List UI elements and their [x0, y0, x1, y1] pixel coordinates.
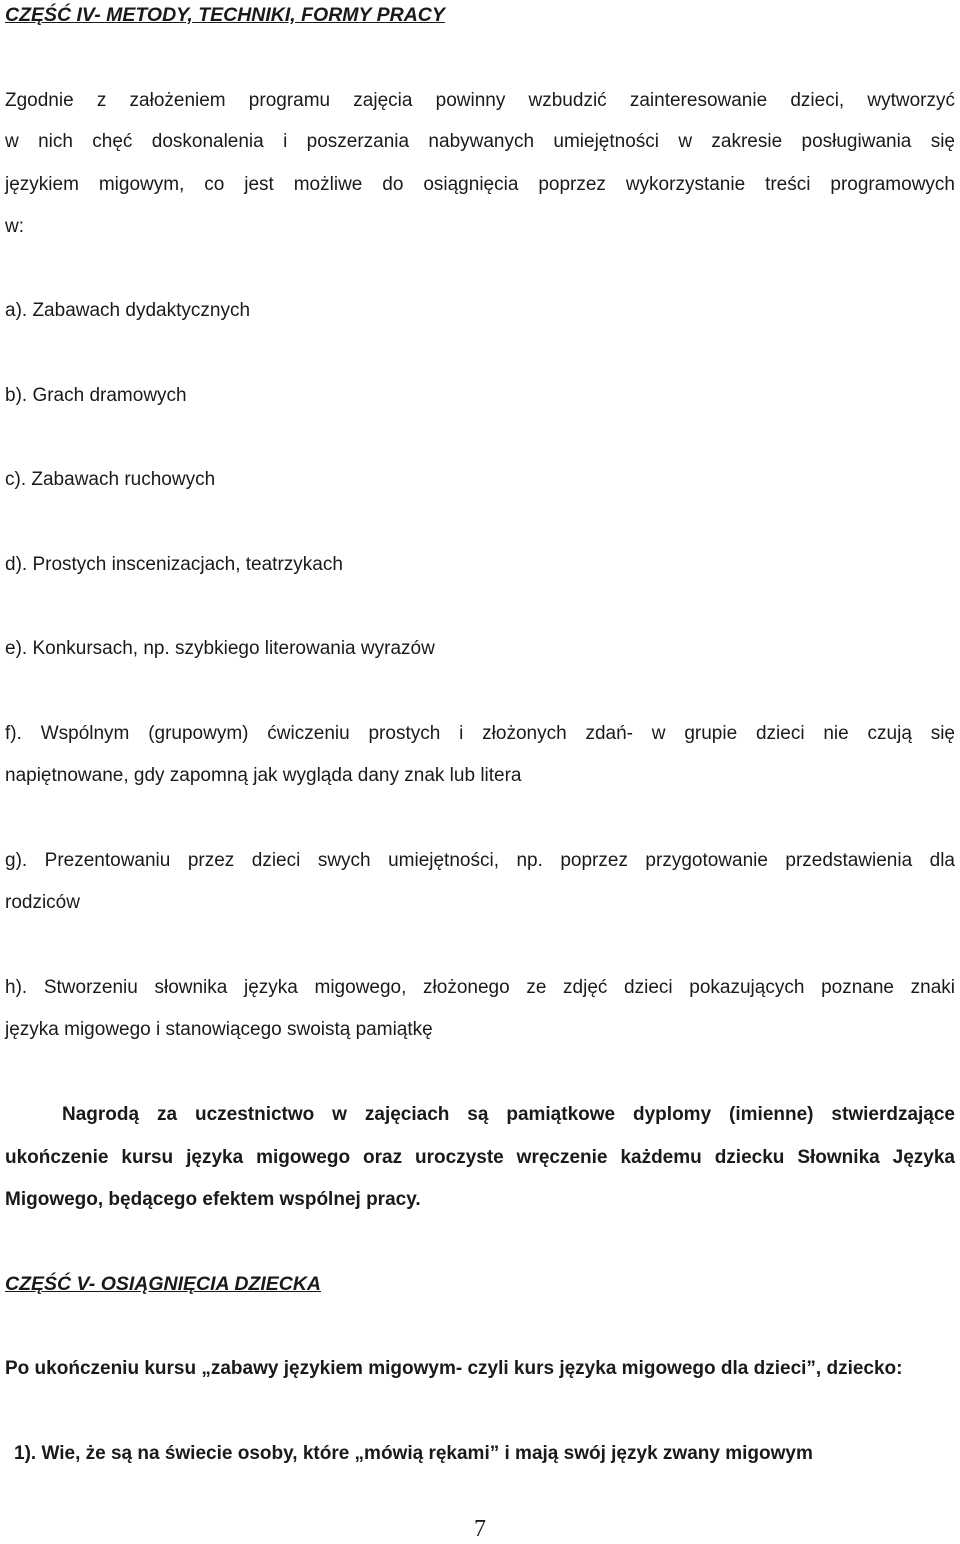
list-item-f-line-1: f). Wspólnym (grupowym) ćwiczeniu prostych i złożonych zdań- w grupie dzieci nie czują się: [5, 723, 955, 744]
section-4-heading: CZĘŚĆ IV- METODY, TECHNIKI, FORMY PRACY: [5, 4, 445, 26]
list-item-h-line-1: h). Stworzeniu słownika języka migowego, złożonego ze zdjęć dzieci pokazujących poznane znaki: [5, 977, 955, 998]
reward-line-2: ukończenie kursu języka migowego oraz uroczyste wręczenie każdemu dziecku Słownika Języka: [5, 1147, 955, 1168]
achievement-item-1: 1). Wie, że są na świecie osoby, które „mówią rękami” i mają swój język zwany migowym: [14, 1443, 813, 1464]
list-item-e: e). Konkursach, np. szybkiego literowania wyrazów: [5, 638, 435, 659]
intro-line-1: Zgodnie z założeniem programu zajęcia powinny wzbudzić zainteresowanie dzieci, wytworzyć: [5, 90, 955, 111]
intro-line-3: językiem migowym, co jest możliwe do osiągnięcia poprzez wykorzystanie treści programowych: [5, 174, 955, 195]
list-item-g-line-1: g). Prezentowaniu przez dzieci swych umiejętności, np. poprzez przygotowanie przedstawienia dla: [5, 850, 955, 871]
list-item-c: c). Zabawach ruchowych: [5, 469, 216, 490]
reward-line-3: Migowego, będącego efektem wspólnej pracy.: [5, 1189, 421, 1210]
intro-line-4: w:: [5, 216, 24, 237]
list-item-d: d). Prostych inscenizacjach, teatrzykach: [5, 554, 343, 575]
reward-line-1: Nagrodą za uczestnictwo w zajęciach są pamiątkowe dyplomy (imienne) stwierdzające: [62, 1104, 955, 1125]
section-5-intro: Po ukończeniu kursu „zabawy językiem migowym- czyli kurs języka migowego dla dzieci”, dziecko:: [5, 1358, 903, 1379]
section-5-heading: CZĘŚĆ V- OSIĄGNIĘCIA DZIECKA: [5, 1273, 321, 1295]
list-item-h-line-2: języka migowego i stanowiącego swoistą pamiątkę: [5, 1019, 433, 1040]
page-number: 7: [474, 1516, 486, 1542]
list-item-f-line-2: napiętnowane, gdy zapomną jak wygląda dany znak lub litera: [5, 765, 522, 786]
list-item-a: a). Zabawach dydaktycznych: [5, 300, 251, 321]
list-item-b: b). Grach dramowych: [5, 385, 187, 406]
intro-line-2: w nich chęć doskonalenia i poszerzania nabywanych umiejętności w zakresie posługiwania się: [5, 131, 955, 152]
list-item-g-line-2: rodziców: [5, 892, 80, 913]
